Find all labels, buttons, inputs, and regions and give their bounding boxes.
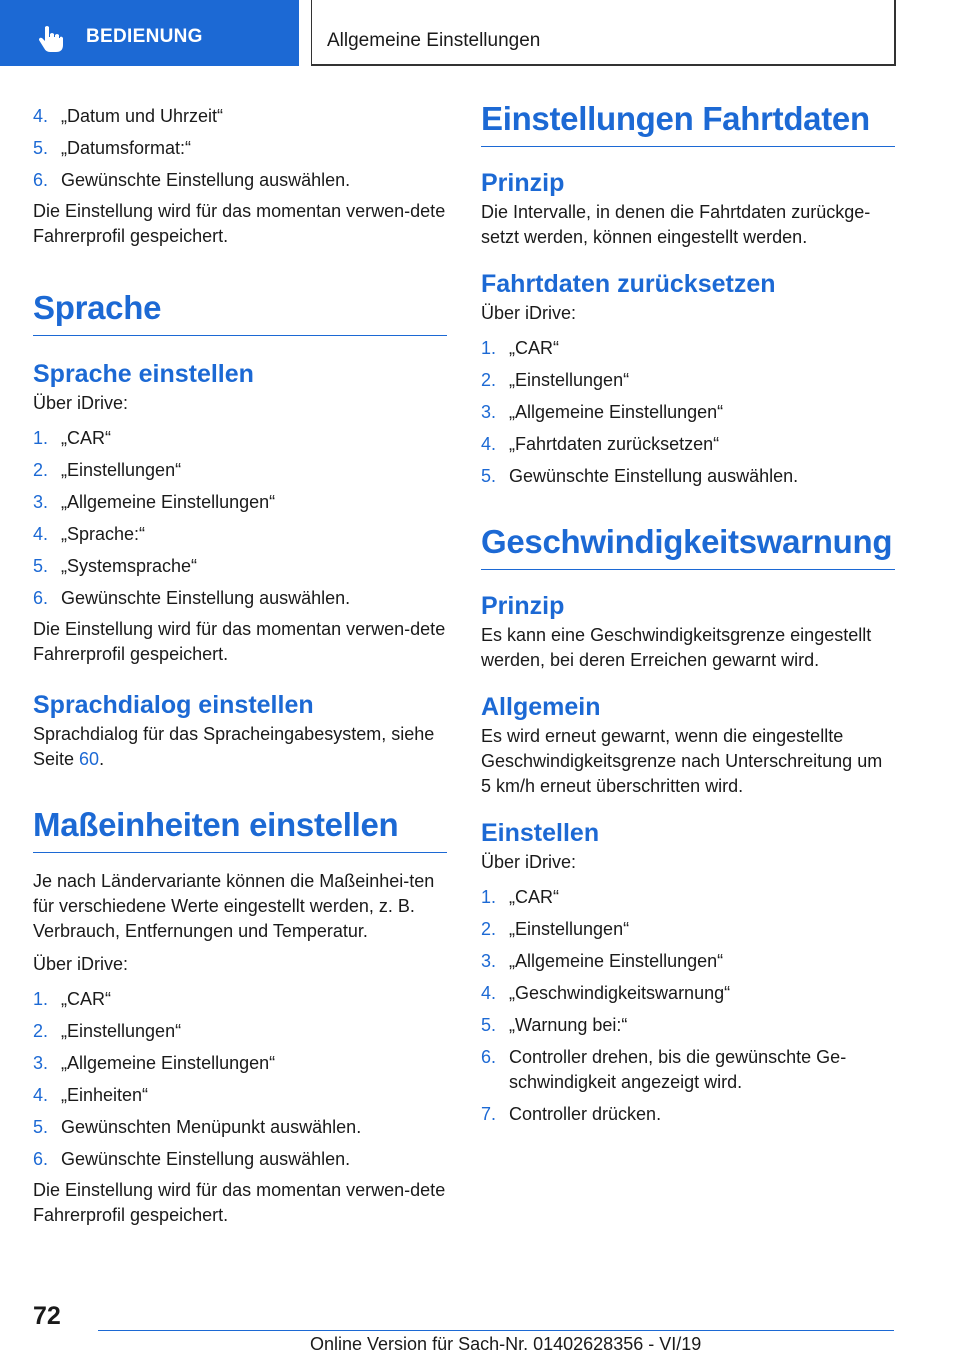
- warnung-steps-list: [481, 885, 895, 1127]
- list-item: 3. „Allgemeine Einstellungen“: [481, 402, 724, 422]
- list-item: 2. „Einstellungen“: [33, 1021, 182, 1041]
- list-item: 5. „Datumsformat:“: [33, 138, 192, 158]
- heading-warnung-einstellen: Einstellen: [481, 819, 600, 847]
- intro-steps-list: [33, 104, 447, 193]
- masseinheiten-intro: Je nach Ländervariante können die Maßeinhei‐ten für verschiedene Werte eingestellt werden, z. B. Verbrauch, Entfernungen und Temperatur.: [33, 871, 435, 941]
- masseinheiten-steps-list: [33, 987, 447, 1172]
- list-item: 3. „Allgemeine Einstellungen“: [33, 1053, 276, 1073]
- sprache-lead: Über iDrive:: [33, 393, 129, 413]
- hand-pointer-icon: [36, 24, 66, 54]
- list-item: 2. „Einstellungen“: [33, 460, 182, 480]
- sprachdialog-text: Sprachdialog für das Spracheingabesystem, siehe Seite 60.: [33, 724, 435, 769]
- heading-geschwindigkeitswarnung: Geschwindigkeitswarnung: [481, 523, 895, 570]
- left-column: [33, 100, 447, 1228]
- list-item: 1. „CAR“: [481, 338, 559, 358]
- warnung-allgemein-text: Es wird erneut gewarnt, wenn die eingestellte Geschwindigkeitsgrenze nach Unterschreitung um 5 km/h erneut überschritten wird.: [481, 726, 883, 796]
- list-item: 2. „Einstellungen“: [481, 919, 630, 939]
- right-column: [481, 100, 895, 1127]
- heading-sprache-einstellen: Sprache einstellen: [33, 360, 254, 388]
- list-item: 5. Gewünschte Einstellung auswählen.: [481, 466, 799, 486]
- list-item: 4. „Einheiten“: [33, 1085, 149, 1105]
- list-item: 6. Gewünschte Einstellung auswählen.: [33, 588, 351, 608]
- heading-warnung-prinzip: Prinzip: [481, 592, 565, 620]
- fahrtdaten-steps-list: [481, 336, 895, 489]
- list-item: 6. Controller drehen, bis die gewünschte Ge‐schwindigkeit angezeigt wird.: [481, 1047, 847, 1092]
- header-section-label: BEDIENUNG: [86, 26, 203, 47]
- list-item: 1. „CAR“: [33, 989, 111, 1009]
- heading-fahrtdaten-zuruecksetzen: Fahrtdaten zurücksetzen: [481, 270, 776, 298]
- footer-online-version: Online Version für Sach-Nr. 01402628356 - VI/19: [310, 1334, 702, 1354]
- header-section-tab: [0, 0, 299, 66]
- list-item: 2. „Einstellungen“: [481, 370, 630, 390]
- list-item: 5. „Warnung bei:“: [481, 1015, 628, 1035]
- list-item: 4. „Geschwindigkeitswarnung“: [481, 983, 731, 1003]
- heading-fahrtdaten: Einstellungen Fahrtdaten: [481, 100, 895, 147]
- heading-masseinheiten: Maßeinheiten einstellen: [33, 806, 447, 853]
- list-item: 4. „Datum und Uhrzeit“: [33, 106, 224, 126]
- list-item: 4. „Fahrtdaten zurücksetzen“: [481, 434, 720, 454]
- warnung-lead: Über iDrive:: [481, 852, 577, 872]
- heading-fahrtdaten-prinzip: Prinzip: [481, 169, 565, 197]
- heading-warnung-allgemein: Allgemein: [481, 693, 601, 721]
- list-item: 6. Gewünschte Einstellung auswählen.: [33, 170, 351, 190]
- warnung-prinzip-text: Es kann eine Geschwindigkeitsgrenze eingestellt werden, bei deren Erreichen gewarnt wird.: [481, 625, 872, 670]
- fahrtdaten-prinzip-text: Die Intervalle, in denen die Fahrtdaten zurückge‐setzt werden, können eingestellt werden.: [481, 202, 871, 247]
- header-chapter-title: Allgemeine Einstellungen: [327, 30, 541, 51]
- list-item: 3. „Allgemeine Einstellungen“: [481, 951, 724, 971]
- list-item: 1. „CAR“: [481, 887, 559, 907]
- heading-sprachdialog: Sprachdialog einstellen: [33, 691, 314, 719]
- sprache-steps-list: [33, 426, 447, 611]
- list-item: 3. „Allgemeine Einstellungen“: [33, 492, 276, 512]
- heading-sprache: Sprache: [33, 289, 447, 336]
- list-item: 5. „Systemsprache“: [33, 556, 198, 576]
- page-reference-link[interactable]: 60: [79, 749, 100, 769]
- intro-note: Die Einstellung wird für das momentan verwen‐dete Fahrerprofil gespeichert.: [33, 201, 446, 246]
- list-item: 6. Gewünschte Einstellung auswählen.: [33, 1149, 351, 1169]
- list-item: 5. Gewünschten Menüpunkt auswählen.: [33, 1117, 362, 1137]
- header-title-box: [311, 0, 896, 66]
- list-item: 7. Controller drücken.: [481, 1104, 662, 1124]
- footer-divider: [98, 1330, 894, 1331]
- list-item: 1. „CAR“: [33, 428, 111, 448]
- masseinheiten-lead: Über iDrive:: [33, 954, 129, 974]
- list-item: 4. „Sprache:“: [33, 524, 146, 544]
- fahrtdaten-lead: Über iDrive:: [481, 303, 577, 323]
- sprache-note: Die Einstellung wird für das momentan verwen‐dete Fahrerprofil gespeichert.: [33, 619, 446, 664]
- masseinheiten-note: Die Einstellung wird für das momentan verwen‐dete Fahrerprofil gespeichert.: [33, 1180, 446, 1225]
- page-number: 72: [33, 1302, 61, 1330]
